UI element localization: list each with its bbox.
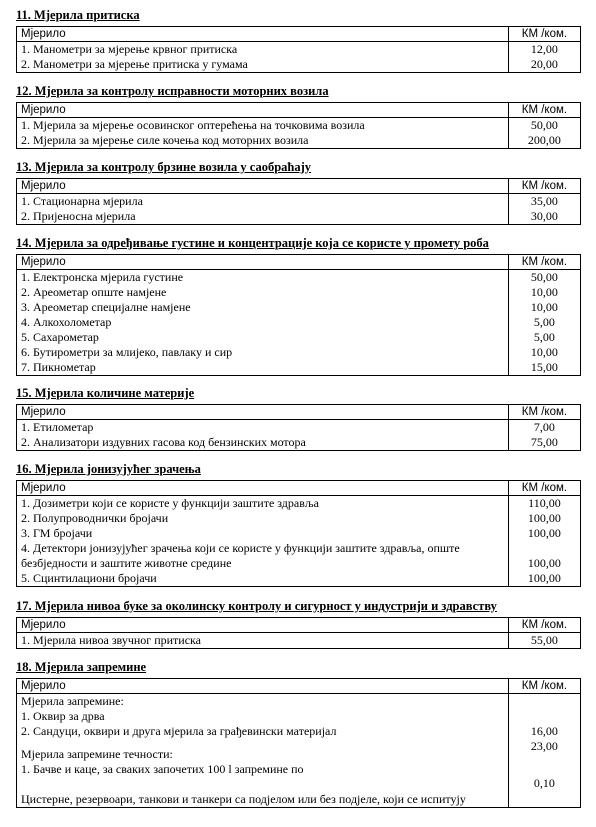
table-header bbox=[17, 405, 581, 420]
item-price: 110,00 100,00 100,00 100,00 100,00 bbox=[508, 496, 580, 587]
item-price: 16,00 23,00 0,10 bbox=[508, 694, 580, 808]
table-header bbox=[17, 481, 581, 496]
table-row bbox=[17, 496, 581, 587]
column-header-label: Мјерило bbox=[17, 27, 509, 42]
column-header-price: КМ /ком. bbox=[508, 405, 580, 420]
table-row bbox=[17, 633, 581, 649]
table-header bbox=[17, 679, 581, 694]
section-13 bbox=[16, 160, 581, 225]
section-title: 15. Мјерила количине материје bbox=[16, 386, 195, 400]
item-label: 1. Етилометар 2. Анализатори издувних гасова код бензинских мотора bbox=[17, 420, 509, 451]
column-header-label: Мјерило bbox=[17, 103, 509, 118]
item-label: 1. Манометри за мјерење крвног притиска 2. Манометри за мјерење притиска у гумама bbox=[17, 42, 509, 73]
table-row bbox=[17, 694, 581, 808]
item-label: 1. Електронска мјерила густине 2. Ареометар опште намјене 3. Ареометар специјалне намјене 4. Алкохолометар 5. Сахарометар 6. Бутирометри за млијеко, павлаку и сир 7. Пикнометар bbox=[17, 270, 509, 376]
section-title: 11. Мјерила притиска bbox=[16, 8, 140, 22]
price-table bbox=[16, 617, 581, 649]
item-label: 1. Мјерила нивоа звучног притиска bbox=[17, 633, 509, 649]
table-row bbox=[17, 420, 581, 451]
column-header-label: Мјерило bbox=[17, 405, 509, 420]
section-title: 14. Мјерила за одређивање густине и концентрације која се користе у промету роба bbox=[16, 236, 489, 250]
item-price: 50,00 200,00 bbox=[508, 118, 580, 149]
table-header bbox=[17, 27, 581, 42]
item-price: 50,00 10,00 10,00 5,00 5,00 10,00 15,00 bbox=[508, 270, 580, 376]
column-header-price: КМ /ком. bbox=[508, 27, 580, 42]
item-label: 1. Стационарна мјерила 2. Пријеносна мјерила bbox=[17, 194, 509, 225]
item-price: 35,00 30,00 bbox=[508, 194, 580, 225]
section-18 bbox=[16, 660, 581, 808]
price-table bbox=[16, 404, 581, 451]
price-table bbox=[16, 480, 581, 587]
item-price: 55,00 bbox=[508, 633, 580, 649]
table-row bbox=[17, 42, 581, 73]
table-row bbox=[17, 194, 581, 225]
price-table bbox=[16, 26, 581, 73]
column-header-label: Мјерило bbox=[17, 481, 509, 496]
price-table bbox=[16, 102, 581, 149]
section-15 bbox=[16, 386, 581, 451]
group-heading: Мјерила запремине: bbox=[21, 694, 124, 708]
section-14 bbox=[16, 236, 581, 376]
column-header-price: КМ /ком. bbox=[508, 679, 580, 694]
price-table bbox=[16, 678, 581, 808]
item-price: 7,00 75,00 bbox=[508, 420, 580, 451]
table-row bbox=[17, 118, 581, 149]
table-header bbox=[17, 179, 581, 194]
section-title: 18. Мјерила запремине bbox=[16, 660, 147, 674]
section-17 bbox=[16, 599, 581, 649]
item-price: 12,00 20,00 bbox=[508, 42, 580, 73]
price-table bbox=[16, 178, 581, 225]
section-11 bbox=[16, 8, 581, 73]
column-header-label: Мјерило bbox=[17, 679, 509, 694]
table-header bbox=[17, 618, 581, 633]
table-row bbox=[17, 270, 581, 376]
price-table bbox=[16, 254, 581, 376]
table-header bbox=[17, 255, 581, 270]
item-label: 1. Мјерила за мјерење осовинског оптерећења на точковима возила 2. Мјерила за мјерење силе кочења код моторних возила bbox=[17, 118, 509, 149]
section-12 bbox=[16, 84, 581, 149]
section-title: 16. Мјерила јонизујућег зрачења bbox=[16, 462, 201, 476]
section-title: 13. Мјерила за контролу брзине возила у саобраћају bbox=[16, 160, 312, 174]
section-16 bbox=[16, 462, 581, 587]
column-header-label: Мјерило bbox=[17, 255, 509, 270]
group-heading: Мјерила запремине течности: bbox=[21, 747, 173, 761]
item-label: 1. Дозиметри који се користе у функцији заштите здравља 2. Полупроводнички бројачи 3. ГМ бројачи 4. Детектори јонизујућег зрачења који се користе у функцији заштите здравља, опште безбједности и заштите животне средине 5. Сцинтилациони бројачи bbox=[17, 496, 509, 587]
section-title: 12. Мјерила за контролу исправности моторних возила bbox=[16, 84, 329, 98]
section-title: 17. Мјерила нивоа буке за околинску контролу и сигурност у индустрији и здравству bbox=[16, 599, 497, 613]
column-header-price: КМ /ком. bbox=[508, 481, 580, 496]
column-header-price: КМ /ком. bbox=[508, 618, 580, 633]
column-header-price: КМ /ком. bbox=[508, 179, 580, 194]
item-label: Мјерила запремине: 1. Оквир за дрва 2. Сандуци, оквири и друга мјерила за грађевински материјал Мјерила запремине течности: 1. Бачве и каце, за сваких започетих 100 l запремине по Цистерне, резервоари, танкови и танкери са подјелом или без подјеле, који се испитују bbox=[17, 694, 509, 808]
column-header-label: Мјерило bbox=[17, 179, 509, 194]
column-header-label: Мјерило bbox=[17, 618, 509, 633]
column-header-price: КМ /ком. bbox=[508, 103, 580, 118]
table-header bbox=[17, 103, 581, 118]
column-header-price: КМ /ком. bbox=[508, 255, 580, 270]
